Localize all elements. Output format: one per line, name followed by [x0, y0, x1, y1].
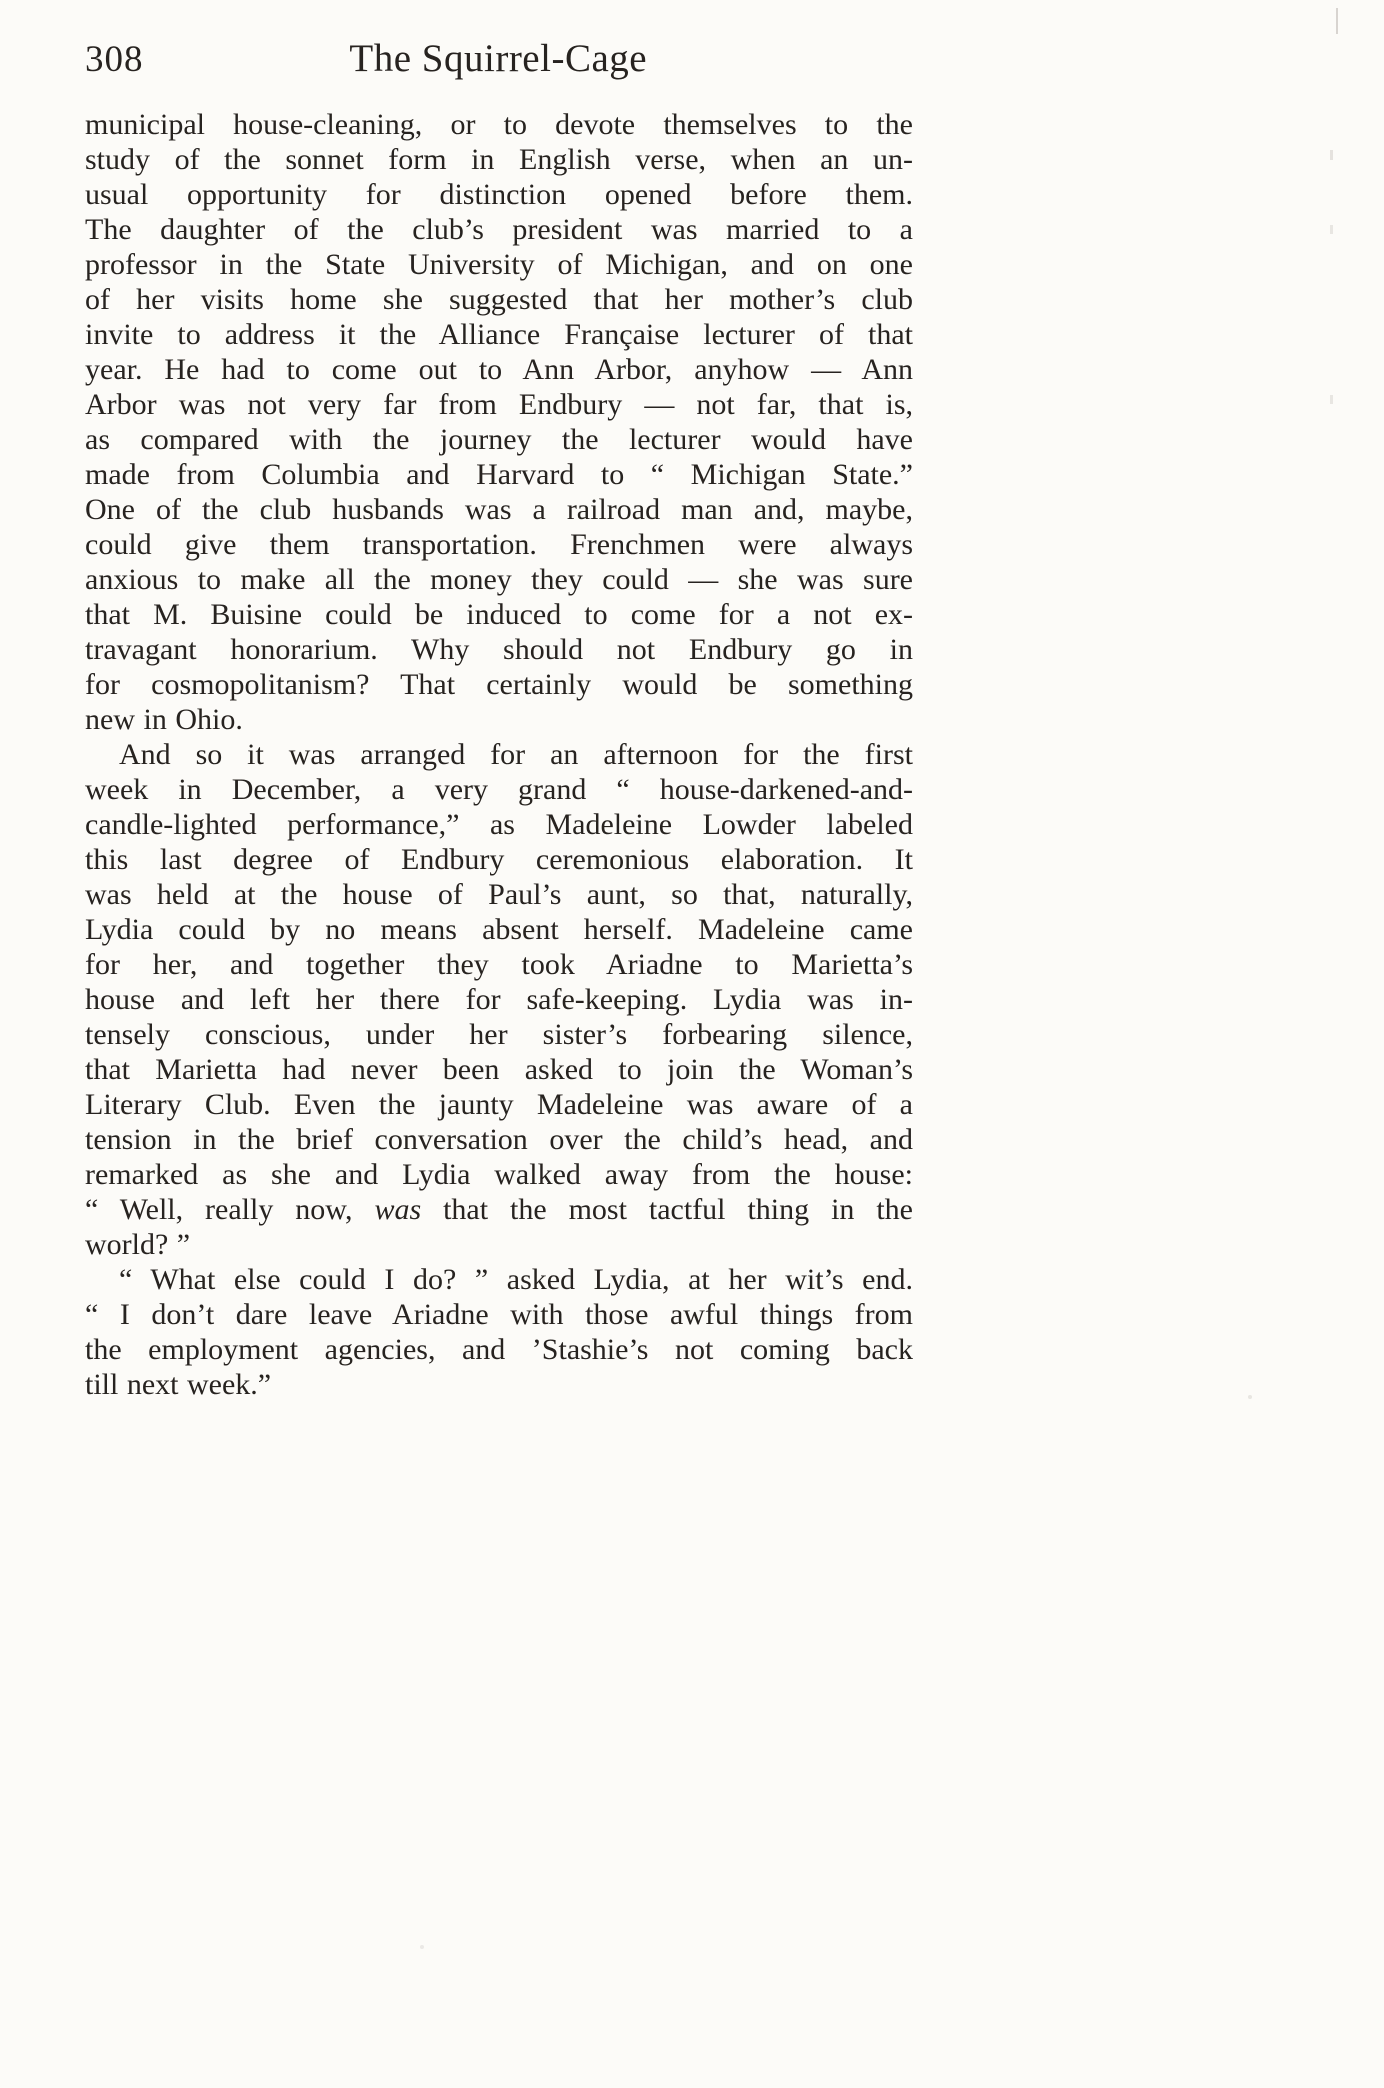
scan-artifact — [1336, 8, 1338, 34]
text-line: world? ” — [85, 1228, 191, 1261]
page-number: 308 — [85, 39, 144, 80]
scan-artifact — [1330, 225, 1333, 234]
scan-artifact — [420, 1945, 424, 1949]
text-line: year. He had to come out to Ann Arbor, anyhow — Ann — [85, 353, 913, 386]
text-line: this last degree of Endbury ceremonious elaboration. It — [85, 843, 913, 876]
scan-artifact — [1330, 395, 1333, 404]
text-line: One of the club husbands was a railroad man and, maybe, — [85, 493, 913, 526]
text-line: remarked as she and Lydia walked away from the house: — [85, 1158, 913, 1191]
text-line: The daughter of the club’s president was married to a — [85, 213, 913, 246]
page-header — [85, 36, 913, 81]
text-line: as compared with the journey the lecturer would have — [85, 423, 913, 456]
paragraph — [85, 737, 913, 1262]
text-line: tension in the brief conversation over the child’s head, and — [85, 1123, 913, 1156]
text-line: candle-lighted performance,” as Madeleine Lowder labeled — [85, 808, 913, 841]
text-line: for her, and together they took Ariadne to Marietta’s — [85, 948, 913, 981]
text-line: new in Ohio. — [85, 703, 243, 736]
text-line: tensely conscious, under her sister’s forbearing silence, — [85, 1018, 913, 1051]
text-line: could give them transportation. Frenchmen were always — [85, 528, 913, 561]
text-line: was held at the house of Paul’s aunt, so that, naturally, — [85, 878, 913, 911]
text-line: house and left her there for safe-keeping. Lydia was in- — [85, 983, 913, 1016]
scan-artifact — [1330, 150, 1333, 160]
text-line: study of the sonnet form in English verse, when an un- — [85, 143, 913, 176]
text-line: “ Well, really now, was that the most tactful thing in the — [85, 1193, 913, 1226]
text-line: Arbor was not very far from Endbury — not far, that is, — [85, 388, 913, 421]
text-line: for cosmopolitanism? That certainly would be something — [85, 668, 913, 701]
text-line: “ I don’t dare leave Ariadne with those awful things from — [85, 1298, 913, 1331]
text-line: usual opportunity for distinction opened before them. — [85, 178, 913, 211]
text-line: made from Columbia and Harvard to “ Michigan State.” — [85, 458, 913, 491]
text-line: Literary Club. Even the jaunty Madeleine was aware of a — [85, 1088, 913, 1121]
text-line: that Marietta had never been asked to join the Woman’s — [85, 1053, 913, 1086]
text-column — [85, 36, 913, 1402]
paragraph — [85, 1262, 913, 1402]
running-title: The Squirrel-Cage — [349, 37, 648, 80]
body-text — [85, 107, 913, 1402]
text-line: And so it was arranged for an afternoon for the first — [119, 738, 913, 771]
text-line: travagant honorarium. Why should not Endbury go in — [85, 633, 913, 666]
text-line: municipal house-cleaning, or to devote themselves to the — [85, 108, 913, 141]
text-line: week in December, a very grand “ house-darkened-and- — [85, 773, 913, 806]
text-line: Lydia could by no means absent herself. Madeleine came — [85, 913, 913, 946]
text-line: anxious to make all the money they could — she was sure — [85, 563, 913, 596]
text-line: invite to address it the Alliance Française lecturer of that — [85, 318, 913, 351]
text-line: that M. Buisine could be induced to come for a not ex- — [85, 598, 913, 631]
paragraph — [85, 107, 913, 737]
text-line: of her visits home she suggested that her mother’s club — [85, 283, 913, 316]
text-line: till next week.” — [85, 1368, 272, 1401]
scan-artifact — [1248, 1395, 1252, 1399]
text-line: the employment agencies, and ’Stashie’s not coming back — [85, 1333, 913, 1366]
text-line: professor in the State University of Michigan, and on one — [85, 248, 913, 281]
text-line: “ What else could I do? ” asked Lydia, at her wit’s end. — [119, 1263, 913, 1296]
